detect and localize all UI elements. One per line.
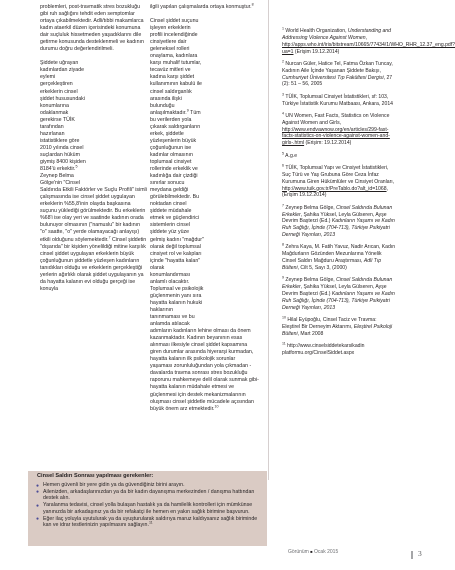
footnote-body: , Şahika Yüksel, Leyla Gülseren, Ayşe Devrim Başterzi (Ed.) xyxy=(282,284,387,297)
wrap-spacer xyxy=(90,62,148,182)
footnote-body: , Cilt 5, Sayı 3, (2000) xyxy=(297,264,347,271)
footnote-title: Cinsel Saldırıda Bulunan Erkekler xyxy=(282,277,393,291)
separator-icon: ■ xyxy=(310,549,313,554)
footnote-number: 9 xyxy=(282,275,284,280)
footnote-ref: 11 xyxy=(148,520,153,525)
footnote-ref: 9 xyxy=(186,107,189,112)
footnote-body: (Erişim 19.12.2014) xyxy=(293,48,340,55)
info-box-item xyxy=(36,502,264,515)
footnote-text xyxy=(282,205,396,239)
info-box-item-text: Eğer ilaç yoluyla uyutulurak ya da uyuşturularak saldırıya maruz kaldıysanız sağlık biriminde kan ve idrar testlerinizin yapılmasını sağlayın. xyxy=(43,515,258,529)
footnote-body: Zeynep Belma Gölge, xyxy=(285,204,337,211)
info-box-item-text: Ailenizden, arkadaşlarınızdan ya da bir kadın dayanışma merkezinden / danışma hattından destek alın. xyxy=(43,488,255,502)
footnote-text xyxy=(282,244,396,271)
footnote xyxy=(282,165,396,199)
footnote-body: , xyxy=(365,34,367,41)
footnote-link[interactable]: http://apps.who.int/iris/bitstream/10665/77434/1/WHO_RHR_12.37_eng.pdf?ua=1 xyxy=(282,41,455,55)
footnote-number: 11 xyxy=(282,341,286,346)
footnote-body: World Health Organization, xyxy=(285,28,348,34)
footnote-text xyxy=(282,94,396,108)
bullet-icon: ● xyxy=(36,482,40,489)
footnote xyxy=(282,205,396,239)
footnote-body: Nurcan Güler, Hatice Tel, Fatma Özkan Tuncay, Kadının Aile İçinde Yaşanan Şiddete Bakışı, xyxy=(282,60,393,74)
bullet-icon: ● xyxy=(36,516,40,523)
footnote-body: , Mart 2008 xyxy=(297,330,324,337)
footnote-number: 4 xyxy=(282,111,284,116)
footnote-number: 8 xyxy=(282,242,284,247)
footnote-number: 10 xyxy=(282,315,286,320)
footnote xyxy=(282,61,396,88)
paragraph-text: Cinsel şiddetin "dışarıda" bir kişiden yönelildiği mitine karşılık cinsel şiddet uygulayan erkeklerin büyük çoğunluğunun şiddetle yüzleşen kadınların tanıdıkları olduğu ve erkeklerin gerçekleştiği yerlerin ağırlıklı olarak şiddet uygulayanın ya da hayatta kalanın evi olduğu gerçeği ise konuyla xyxy=(40,236,147,292)
paragraph xyxy=(150,4,259,11)
footnote-title: Cinsel Saldırıda Bulunan Erkekler xyxy=(282,204,393,218)
footnote-body: Kadınların Yaşamı ve Kadın Ruh Sağlığı, İçinde (704-713), Türkiye Psikiyatri Derneği Yayınları, 2013 xyxy=(282,291,395,311)
paragraph xyxy=(40,60,148,293)
paragraph-text: ilgili yapılan çalışmalarda ortaya konmuştur. xyxy=(150,4,252,10)
paragraph-text: Şiddete uğrayan kadınlardan ziyade eylemi gerçekleştiren erkeklerin cinsel şiddet hususundaki konumlarına odaklanmak gerekirse TÜİK tarafından hazırlanan istatistiklere göre 2010 yılında cinsel suçlardan hüküm giymiş 8400 kişiden 8184'ü erkektir. xyxy=(40,60,86,173)
magazine-name: Görünüm xyxy=(288,549,309,555)
footnote-body: , (Erişim 19.12.2014) xyxy=(282,185,388,199)
footnote-ref: 5 xyxy=(75,164,78,169)
footnote-title: Adli Tıp Bülteni xyxy=(282,258,382,271)
footnote-text xyxy=(282,343,396,357)
footnote xyxy=(282,94,396,108)
footnote-title: Understanding and Addressing Violence Against Women xyxy=(282,28,391,41)
footnote-number: 7 xyxy=(282,203,284,208)
footnote-body: TÜİK, Toplumsal Yapı ve Cinsiyet İstatistikleri, Suç Türü ve Yaş Grubuna Göre Ceza İnfaz Kurumuna Giren Hükümlüler ve Cinsiyet Oranları, xyxy=(282,165,395,185)
footnote-text xyxy=(282,317,396,338)
footnote xyxy=(282,150,396,160)
footnote-body: Zeynep Belma Gölge, xyxy=(285,277,337,284)
page-number-bar xyxy=(411,551,413,559)
page-footer xyxy=(288,549,338,555)
column-2 xyxy=(150,4,259,413)
paragraph xyxy=(40,4,148,53)
footnotes-list xyxy=(282,26,455,357)
footnote-text xyxy=(282,165,396,199)
footnote-ref: 10 xyxy=(214,403,219,408)
footnote-number: 5 xyxy=(282,150,284,155)
footnote-ref: 7 xyxy=(108,234,111,239)
wrap-spacer xyxy=(207,204,259,322)
footnote xyxy=(282,26,455,55)
footnote-body: , Şahika Yüksel, Leyla Gülseren, Ayşe Devrim Başterzi (Ed.) xyxy=(282,211,387,225)
footnote-body: http://www.cinselsiddetekarsikadin platformu.org/CinselSiddet.aspx xyxy=(282,343,365,356)
footnote-body: (Erişim: 19.12.2014) xyxy=(304,140,352,147)
paragraph-text: Cinsel şiddet suçunu işleyen erkeklerin profili incelendiğinde cinsiyetlere dair geleneksel rolleri onaylama, kadınlara karşı muhalif tutumlar, tecavüz mitleri ve kadına karşı şiddet kullanımının kabulü ile cinsel saldırganlık arasında ilişki bulunduğu anlaşılmaktadır. xyxy=(150,18,202,116)
footnote-title: Cumhuriyet Üniversitesi Tıp Fakültesi Dergisi xyxy=(282,74,384,81)
footnote-text xyxy=(282,61,396,88)
paragraph-text: Tüm bu verilerden yola çıkarak saldırganların erkek, şiddetle yüzleşenlerin büyük çoğunluğunun ise kadınlar olmasının toplumsal cinsiyet rollerinde erkeklik ve kadınlığa dair çizdiği sınırlar sonucu meydana geldiği görülebilmektedir. Bu noktadan cinsel şiddete müdahale etmek ve güçlendirici sistemlerin cinsel şiddete yüz yüze gelmiş kadını "mağdur" olarak değil toplumsal cinsiyet rol ve kalıpları içinde "hayatta kalan" olarak konumlandırması anlamlı olacaktır. Toplumsal ve psikolojik güçlenmenin yanı sıra hayatta kalanın hukuki haklarının tanınmaması ve bu anlamda atılacak adımların kadınların lehine olması da önem kazanmaktadır. Kadının beyanının esas alınması ilkesiyle cinsel şiddet kapsamına giren durumlar arasında hiyerarşi kurmadan, hayatta kalanın ilk psikolojik sorunlar yaşaması zorunluluğundan yola çıkmadan -davalarda travma sonrası stres bozukluğu raporunu mahkemeye delil olarak sunmak gibi- hayatta kalanın müdahale etmesi ve güçlenmesi için destek mekanizmalarının oluşması cinsel şiddetle mücadele açısından büyük önem arz etmektedir. xyxy=(150,109,259,412)
column-divider xyxy=(268,0,269,480)
footnote-link[interactable]: http://www.endvawnow.org/en/articles/299-fast-facts-statistics-on-violence-against-women-and-girls-.html xyxy=(282,126,390,147)
footnote-text xyxy=(282,150,396,160)
issue-date: Ocak 2015 xyxy=(314,549,339,555)
footnote-link[interactable]: http://www.tuik.gov.tr/PreTablo.do?alt_id=1068 xyxy=(282,185,387,192)
footnote-body: A.g.e xyxy=(285,152,298,159)
page-number: 3 xyxy=(418,549,422,558)
footnote xyxy=(282,343,396,357)
paragraph xyxy=(150,18,259,413)
footnote-body: UN Women, Fast Facts, Statistics on Violence Against Women and Girls, xyxy=(282,112,390,126)
footnote xyxy=(282,113,396,147)
footnote-text xyxy=(282,26,455,55)
info-box-item xyxy=(36,516,264,529)
paragraph-text: problemleri, post-travmatik stres bozukluğu gibi ruh sağlığını tehdit eden semptomlar ortaya çıkabilmektedir. Adli/tıbbi makamlarca kadın ataerkil düzen içerisindeki konumuna dair suçluluk hissetmeden yaşadıklarını dile getirme konusunda desteklenmeli ve kadının durumu doğru değerlendirilmeli. xyxy=(40,4,144,53)
info-box-list xyxy=(36,482,264,529)
footnote-number: 2 xyxy=(282,59,284,64)
footnote-number: 6 xyxy=(282,163,284,168)
bullet-icon: ● xyxy=(36,489,40,496)
info-box-item-text: Hemen güvenli bir yere gidin ya da güvendiğiniz birini arayın. xyxy=(43,482,185,488)
info-box-item xyxy=(36,489,264,502)
info-box-item xyxy=(36,482,264,489)
footnote-body: TÜİK, Toplumsal Cinsiyet İstatistikleri, sf: 103, Türkiye İstatistik Kurumu Matbaası, Ankara, 2014 xyxy=(282,93,393,107)
info-box xyxy=(28,471,267,546)
footnote xyxy=(282,317,396,338)
column-1 xyxy=(40,4,148,293)
footnote xyxy=(282,244,396,271)
footnote-body: Zehra Kaya, M. Fatih Yavuz, Nadir Arıcan, Kadın Mağdurların Gözünden Mezunlarına Yönelik Cinsel Saldırı Mağduru Araştırması, xyxy=(282,244,396,265)
bullet-icon: ● xyxy=(36,502,40,509)
footnotes-column xyxy=(282,26,455,362)
footnote-body: Hilal Eyüpoğlu, Cinsel Taciz ve Travma: Eleştirel Bir Derneyim Aktarımı, xyxy=(282,317,377,330)
footnote-title: Eleştirel Psikoloji Bülteni xyxy=(282,323,393,337)
paragraph-text: Zeynep Belma Gölge'nin "Cinsel Saldırıda Etkili Faktörler ve Suçlu Profili" isimli çalışmasında ise cinsel şiddet uygulayan erkeklerin %55,8'inin olayda başkasına suçunu yüklediği görülmektedir. Bu erkeklerin %68'i ise olay yeri ve saatinde kadının orada bulunuyor olmasının ("namuslu" bir kadının "o" saatte, "o" yerde olamayacağı anlayışı) etkili olduğunu söylemektedir. xyxy=(40,173,147,243)
footnote-body: , 27 (2): 51 – 56, 2005 xyxy=(282,74,393,88)
info-box-item-text: Yaralanma tedavisi, cinsel yolla bulaşan hastalık ya da hamilelik kontrolleri için mümkünse yanınızda bir arkadaşınız ya da bir refakatçi ile hemen en yakın sağlık birimine başvurun. xyxy=(43,502,253,515)
info-box-title: Cinsel Saldırı Sonrası yapılması gerekenler: xyxy=(37,473,154,479)
footnote-number: 1 xyxy=(282,26,284,31)
footnote-body: Kadınların Yaşamı ve Kadın Ruh Sağlığı, İçinde (704-713), Türkiye Psikiyatri Derneği Yayınları, 2013 xyxy=(282,218,395,239)
footnote-text xyxy=(282,113,396,147)
footnote-ref: 8 xyxy=(251,2,254,7)
footnote xyxy=(282,277,396,311)
footnote-number: 3 xyxy=(282,92,284,97)
footnote-text xyxy=(282,277,396,311)
